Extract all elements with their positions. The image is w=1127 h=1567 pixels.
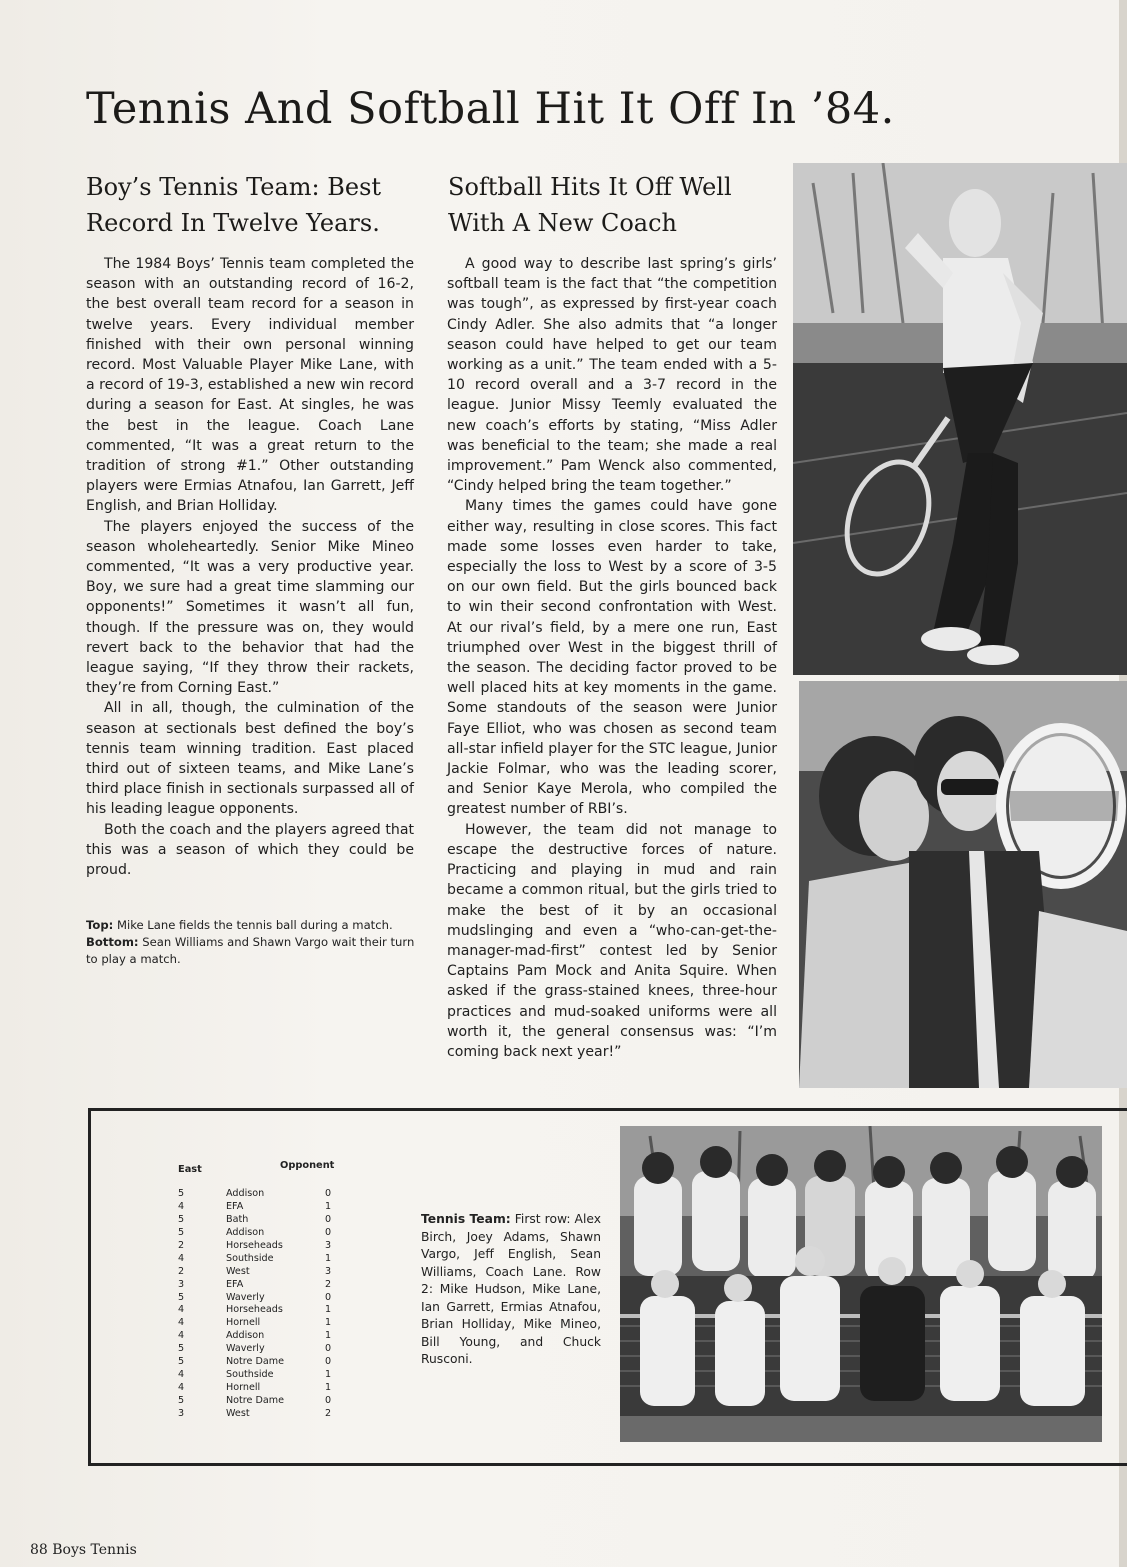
softball-paragraph: A good way to describe last spring’s girls’ softball team is the fact that “the competition was tough”, as expressed by first-year coach Cindy Adler. She also admits that “a longer season could have helped to get our team working as a unit.” The team ended with a 5-10 record overall and a 3-7 record in the league. Junior Missy Teemly evaluated the new coach’s efforts by stating, “Miss Adler was beneficial to the team; she made a real improvement.” Pam Wenck also commented, “Cindy helped bring the team together.”: [447, 256, 777, 495]
tennis-article: [86, 254, 414, 880]
softball-section-title: [448, 169, 732, 241]
caption-bottom: [86, 934, 422, 968]
opponent-score: 2: [325, 1278, 332, 1290]
team-caption-text: First row: Alex Birch, Joey Adams, Shawn Vargo, Jeff English, Sean Williams, Coach Lane. Row 2: Mike Hudson, Mike Lane, Ian Garrett, Ermias Atnafou, Brian Holliday, Mike Mineo, Bill Young, and Chuck Rusconi.: [421, 1212, 601, 1366]
east-score: 5: [178, 1356, 185, 1368]
caption-bottom-text: Sean Williams and Shawn Vargo wait their turn to play a match.: [86, 934, 415, 966]
opponent-name: Southside: [226, 1252, 274, 1264]
tennis-section-title: [86, 169, 381, 241]
players-waiting-photo: [799, 681, 1127, 1088]
score-row: [176, 1201, 336, 1214]
tennis-team-illustration: [620, 1126, 1102, 1442]
caption-bottom-label: Bottom:: [86, 934, 139, 949]
opponent-score: 1: [325, 1304, 332, 1316]
east-score: 4: [178, 1369, 185, 1381]
softball-title-line-2: With A New Coach: [448, 209, 678, 237]
score-row: [176, 1240, 336, 1253]
tennis-player-illustration: [793, 163, 1127, 675]
opponent-name: Waverly: [226, 1291, 265, 1303]
score-row: [176, 1304, 336, 1317]
opponent-name: Addison: [226, 1188, 265, 1199]
softball-paragraph: However, the team did not manage to escape the destructive forces of nature. Practicing and playing in mud and rain became a common ritual, but the girls tried to make the best of it by an occasional mudslinging and even a “who-can-get-the-manager-mad-first” contest led by Senior Captains Pam Mock and Anita Squire. When asked if the grass-stained knees, three-hour practices and mud-soaked uniforms were all worth it, the general consensus was: “I’m coming back next year!”: [447, 821, 777, 1060]
east-score: 5: [178, 1213, 185, 1225]
opponent-name: West: [226, 1265, 250, 1277]
opponent-name: Waverly: [226, 1343, 265, 1355]
opponent-name: EFA: [226, 1278, 244, 1290]
opponent-score: 0: [325, 1291, 332, 1303]
page-folio: 88 Boys Tennis: [30, 1542, 137, 1558]
east-column-header: East: [178, 1164, 202, 1175]
east-score: 5: [178, 1188, 185, 1199]
tennis-player-photo: [793, 163, 1127, 675]
score-row: [176, 1227, 336, 1240]
score-row: [176, 1369, 336, 1382]
east-score: 5: [178, 1343, 185, 1355]
opponent-score: 0: [325, 1395, 332, 1406]
opponent-score: 0: [325, 1188, 332, 1199]
players-waiting-illustration: [799, 681, 1127, 1088]
opponent-score: 1: [325, 1369, 332, 1381]
east-score: 2: [178, 1239, 185, 1251]
east-score: 5: [178, 1395, 185, 1406]
score-row: [176, 1382, 336, 1395]
opponent-name: Notre Dame: [226, 1356, 285, 1368]
east-score: 4: [178, 1200, 185, 1212]
photo-caption: [86, 917, 422, 967]
tennis-title-line-1: Boy’s Tennis Team: Best: [86, 173, 382, 201]
scoreboard-table: [176, 1160, 336, 1421]
tennis-paragraph: The players enjoyed the success of the season wholeheartedly. Senior Mike Mineo commented, “It was a very productive year. Boy, we sure had a great time slamming our opponents!” Sometimes it wasn’t all fun, though. If the pressure was on, they would revert back to the behavior that had the league saying, “If they throw their rackets, they’re from Corning East.”: [86, 518, 414, 697]
east-score: 4: [178, 1382, 185, 1394]
east-score: 4: [178, 1317, 185, 1329]
score-row: [176, 1408, 336, 1421]
page-headline: Tennis And Softball Hit It Off In ’84.: [86, 84, 895, 134]
east-score: 4: [178, 1304, 185, 1316]
tennis-paragraph: All in all, though, the culmination of the season at sectionals best defined the boy’s tennis team winning tradition. East placed third out of sixteen teams, and Mike Lane’s third place finish in sectionals surpassed all of his leading league opponents.: [86, 700, 414, 818]
softball-paragraph: Many times the games could have gone either way, resulting in close scores. This fact made some losses even harder to take, especially the loss to West by a score of 3-5 on our own field. But the girls bounced back to win their second confrontation with West. At our rival’s field, by a mere one run, East triumphed over West in the biggest thrill of the season. The deciding factor proved to be well placed hits at key moments in the game. Some standouts of the season were Junior Faye Elliot, who was chosen as second team all-star infield player for the STC league, Junior Jackie Folmar, who was the leading scorer, and Senior Kaye Merola, who compiled the greatest number of RBI’s.: [447, 498, 777, 818]
opponent-name: EFA: [226, 1200, 244, 1212]
opponent-score: 0: [325, 1213, 332, 1225]
score-row: [176, 1317, 336, 1330]
caption-top-label: Top:: [86, 918, 114, 932]
caption-top-text: Mike Lane fields the tennis ball during a match.: [113, 918, 393, 932]
score-row: [176, 1356, 336, 1369]
score-row: [176, 1214, 336, 1227]
opponent-score: 1: [325, 1200, 332, 1212]
opponent-name: Addison: [226, 1226, 265, 1238]
scoreboard-header: [176, 1160, 336, 1188]
east-score: 5: [178, 1291, 185, 1303]
softball-title-line-1: Softball Hits It Off Well: [448, 173, 732, 201]
east-score: 4: [178, 1330, 185, 1342]
score-row: [176, 1266, 336, 1279]
tennis-paragraph: The 1984 Boys’ Tennis team completed the season with an outstanding record of 16-2, the best overall team record for a season in twelve years. Every individual member finished with their own personal winning record. Most Valuable Player Mike Lane, with a record of 19-3, established a new win record during a season for East. At singles, he was the best in the league. Coach Lane commented, “It was a great return to the tradition of strong #1.” Other outstanding players were Ermias Atnafou, Ian Garrett, Jeff English, and Brian Holliday.: [86, 256, 414, 515]
east-score: 5: [178, 1226, 185, 1238]
score-row: [176, 1188, 336, 1201]
east-score: 4: [178, 1252, 185, 1264]
team-caption-label: Tennis Team:: [421, 1212, 511, 1226]
opponent-name: Horseheads: [226, 1304, 283, 1316]
score-row: [176, 1253, 336, 1266]
opponent-name: Hornell: [226, 1382, 261, 1394]
score-row: [176, 1330, 336, 1343]
opponent-score: 1: [325, 1252, 332, 1264]
east-score: 2: [178, 1265, 185, 1277]
opponent-score: 0: [325, 1343, 332, 1355]
score-row: [176, 1292, 336, 1305]
scoreboard-rows: [176, 1188, 336, 1421]
opponent-score: 1: [325, 1330, 332, 1342]
east-score: 3: [178, 1407, 185, 1419]
score-row: [176, 1279, 336, 1292]
score-row: [176, 1395, 336, 1408]
tennis-paragraph: Both the coach and the players agreed that this was a season of which they could be proud.: [86, 821, 414, 879]
opponent-score: 1: [325, 1317, 332, 1329]
opponent-name: Notre Dame: [226, 1395, 285, 1406]
opponent-name: Horseheads: [226, 1239, 283, 1251]
east-score: 3: [178, 1278, 185, 1290]
opponent-score: 1: [325, 1382, 332, 1394]
opponent-column-header: Opponent: [280, 1160, 335, 1171]
opponent-score: 3: [325, 1265, 332, 1277]
softball-article: [447, 254, 777, 1062]
opponent-name: Southside: [226, 1369, 274, 1381]
opponent-score: 0: [325, 1356, 332, 1368]
opponent-score: 3: [325, 1239, 332, 1251]
opponent-name: Hornell: [226, 1317, 261, 1329]
score-row: [176, 1343, 336, 1356]
opponent-score: 2: [325, 1407, 332, 1419]
team-caption: [421, 1211, 601, 1369]
tennis-team-photo: [620, 1126, 1102, 1442]
opponent-name: Bath: [226, 1213, 249, 1225]
opponent-score: 0: [325, 1226, 332, 1238]
opponent-name: Addison: [226, 1330, 265, 1342]
caption-top: [86, 917, 422, 934]
opponent-name: West: [226, 1407, 250, 1419]
tennis-title-line-2: Record In Twelve Years.: [86, 209, 380, 237]
